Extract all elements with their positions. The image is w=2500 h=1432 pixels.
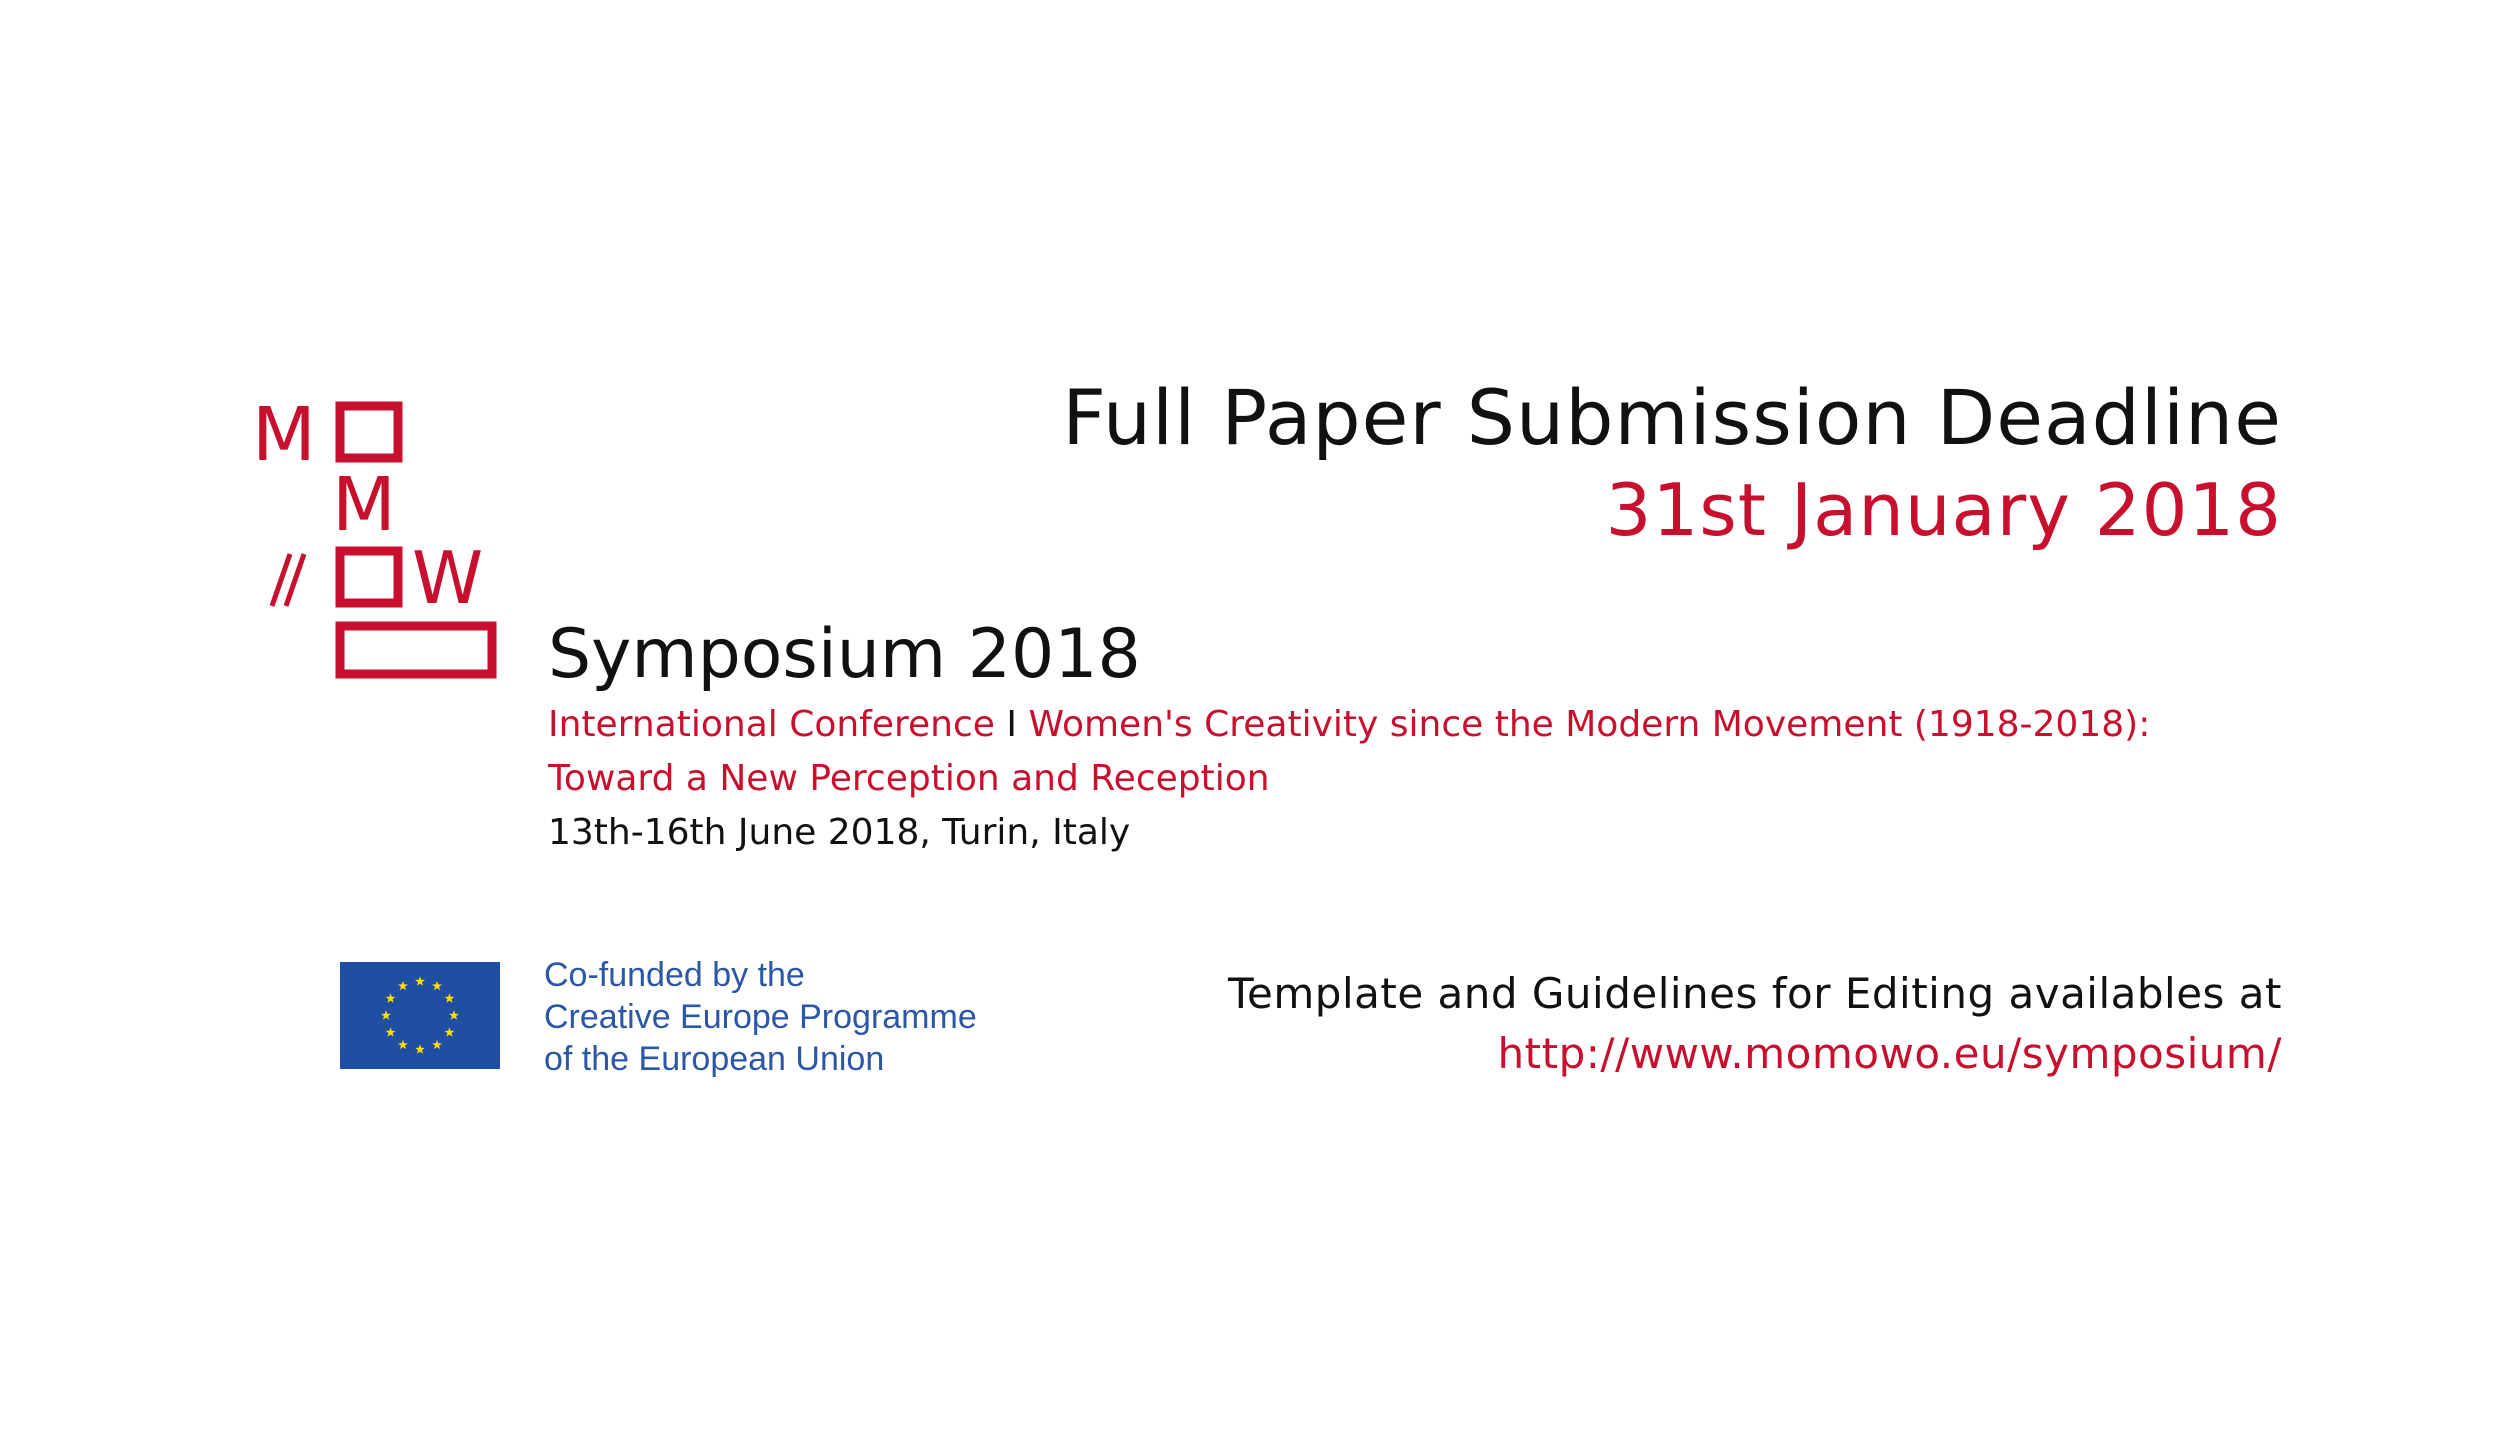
logo-square-1 bbox=[340, 406, 398, 458]
template-text: Template and Guidelines for Editing availables at bbox=[1228, 969, 2282, 1018]
momowo-logo-icon bbox=[250, 396, 500, 686]
logo-letter-w: W bbox=[412, 536, 484, 620]
eu-text-line-3: of the European Union bbox=[544, 1040, 885, 1078]
logo-letter-m-1: M bbox=[252, 396, 316, 478]
logo-letter-m-2: M bbox=[332, 462, 396, 548]
dates-location: 13th-16th June 2018, Turin, Italy bbox=[548, 812, 1131, 853]
headline-title: Full Paper Submission Deadline bbox=[1062, 373, 2282, 462]
headline-block bbox=[1062, 372, 2282, 556]
conference-separator: I bbox=[1006, 704, 1018, 745]
momowo-logo bbox=[250, 396, 500, 686]
conference-title-part-2: Toward a New Perception and Reception bbox=[548, 758, 1270, 799]
logo-bar bbox=[340, 626, 492, 674]
eu-text-line-2: Creative Europe Programme bbox=[544, 998, 977, 1036]
conference-line-1 bbox=[548, 698, 2150, 752]
logo-square-2 bbox=[340, 551, 398, 603]
symposium-title: Symposium 2018 bbox=[548, 615, 1141, 694]
eu-flag-icon bbox=[340, 962, 500, 1069]
eu-text-line-1: Co-funded by the bbox=[544, 956, 805, 994]
eu-flag-svg bbox=[340, 962, 500, 1069]
symposium-link[interactable]: http://www.momowo.eu/symposium/ bbox=[1497, 1029, 2282, 1078]
conference-label: International Conference bbox=[548, 704, 995, 745]
eu-cofunded-text bbox=[544, 954, 977, 1080]
symposium-block bbox=[548, 612, 2150, 860]
deadline-date: 31st January 2018 bbox=[1605, 468, 2282, 552]
template-block bbox=[1228, 964, 2282, 1084]
conference-title-part-1: Women's Creativity since the Modern Movement (1918-2018): bbox=[1028, 704, 2151, 745]
